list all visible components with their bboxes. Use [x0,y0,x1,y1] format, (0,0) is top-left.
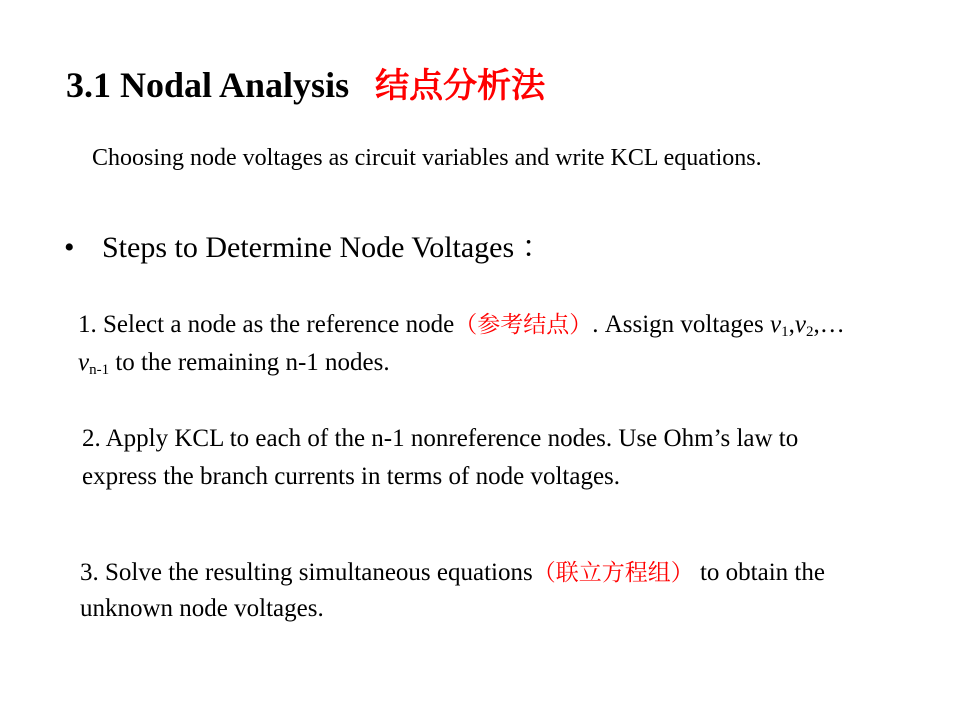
voltage-v1-subscript: 1 [781,323,789,340]
slide-title-zh: 结点分析法 [375,66,546,106]
step-2: 2. Apply KCL to each of the n-1 nonreference nodes. Use Ohm’s law to express the branch currents in terms of node voltages. [82,425,799,490]
voltage-v2-subscript: 2 [805,323,814,340]
step-3-paren-open: （ [532,560,556,586]
step-3-term-zh: 联立方程组 [555,560,671,586]
slide-title-en: 3.1 Nodal Analysis [66,65,350,105]
voltage-vn: v [78,349,90,376]
step-3-paren-close: ） [670,560,694,586]
voltage-v1: v [769,311,782,338]
step-1 [78,306,868,381]
step-1-text-pre: 1. Select a node as the reference node [78,311,455,338]
voltage-vn-subscript: n-1 [89,361,110,378]
step-1-ellipsis: ,… [813,311,845,338]
step-1-paren-close: ） [569,312,593,338]
step-3-text-post: to obtain the unknown node voltages. [80,559,825,622]
steps-heading-colon: ： [521,230,552,265]
step-1-term-zh: 参考结点 [477,312,570,338]
steps-heading-text: Steps to Determine Node Voltages [102,231,515,264]
step-1-paren-open: （ [454,312,478,338]
step-1-sep: , [788,311,795,338]
bullet-icon: • [64,231,75,264]
step-1-text-tail: to the remaining n-1 nodes. [109,349,390,376]
step-3-text-pre: 3. Solve the resulting simultaneous equations [80,559,533,586]
slide-title [66,64,545,107]
step-3 [80,555,890,627]
step-1-text-post: . Assign voltages [592,311,770,338]
voltage-v2: v [794,311,806,338]
intro-text: Choosing node voltages as circuit variables and write KCL equations. [92,145,762,171]
steps-heading [64,230,552,266]
